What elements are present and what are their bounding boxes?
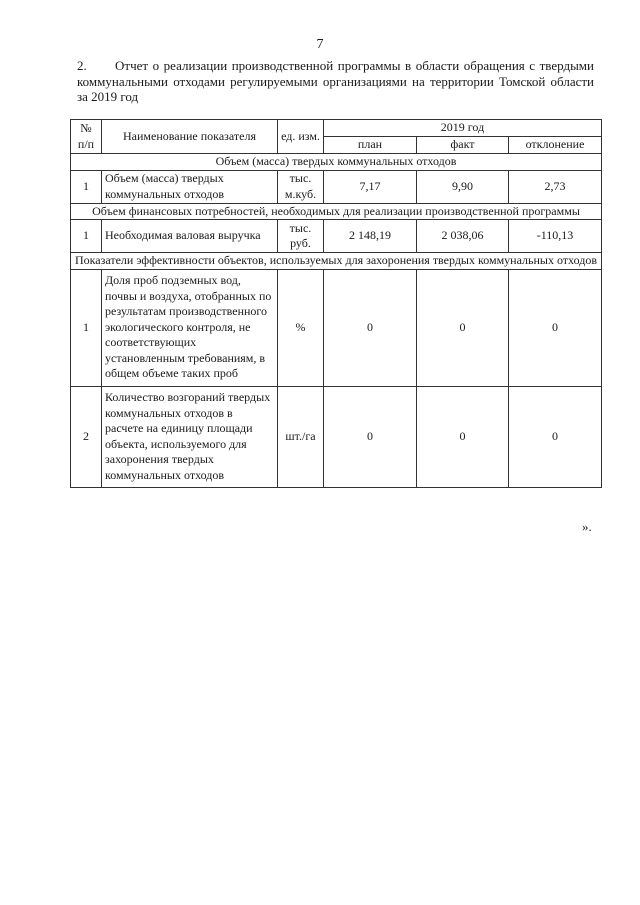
row-num: 2 (71, 386, 102, 487)
header-num: № п/п (71, 120, 102, 154)
header-year: 2019 год (324, 120, 602, 137)
row-num: 1 (71, 220, 102, 253)
row-num: 1 (71, 170, 102, 203)
row-fact: 9,90 (417, 170, 509, 203)
header-fact: факт (417, 137, 509, 154)
row-unit: % (278, 269, 324, 386)
row-plan: 7,17 (324, 170, 417, 203)
table-row (71, 220, 602, 253)
heading-item-number: 2. (77, 58, 87, 73)
row-fact: 0 (417, 269, 509, 386)
row-deviation: 2,73 (509, 170, 602, 203)
section-band (71, 253, 602, 270)
section-title: Объем финансовых потребностей, необходимых для реализации производственной программы (71, 203, 602, 220)
row-name: Объем (масса) твердых коммунальных отходов (102, 170, 278, 203)
row-num: 1 (71, 269, 102, 386)
row-fact: 2 038,06 (417, 220, 509, 253)
section-title: Объем (масса) твердых коммунальных отходов (71, 154, 602, 171)
row-deviation: -110,13 (509, 220, 602, 253)
row-name: Количество возгораний твердых коммунальных отходов в расчете на единицу площади объекта, используемого для захоронения твердых коммунальных отходов (102, 386, 278, 487)
table-row (71, 386, 602, 487)
header-deviation: отклонение (509, 137, 602, 154)
page-number: 7 (316, 37, 324, 52)
table-row (71, 170, 602, 203)
report-heading (77, 58, 594, 105)
row-name: Доля проб подземных вод, почвы и воздуха, отобранных по результатам производственного экологического контроля, не соответствующих установленным требованиям, в общем объеме таких проб (102, 269, 278, 386)
table-row (71, 269, 602, 386)
section-band (71, 203, 602, 220)
section-band (71, 154, 602, 171)
header-unit: ед. изм. (278, 120, 324, 154)
row-deviation: 0 (509, 386, 602, 487)
row-deviation: 0 (509, 269, 602, 386)
row-plan: 2 148,19 (324, 220, 417, 253)
row-unit: тыс. м.куб. (278, 170, 324, 203)
row-name: Необходимая валовая выручка (102, 220, 278, 253)
row-plan: 0 (324, 386, 417, 487)
section-title: Показатели эффективности объектов, используемых для захоронения твердых коммунальных отходов (71, 253, 602, 270)
report-table (70, 119, 602, 488)
row-unit: шт./га (278, 386, 324, 487)
table-header-row-1 (71, 120, 602, 137)
closing-quote-mark: ». (582, 519, 592, 534)
row-fact: 0 (417, 386, 509, 487)
header-plan: план (324, 137, 417, 154)
header-name: Наименование показателя (102, 120, 278, 154)
row-plan: 0 (324, 269, 417, 386)
heading-text: Отчет о реализации производственной программы в области обращения с твердыми коммунальными отходами регулируемыми организациями на территории Томской области за 2019 год (77, 58, 594, 104)
row-unit: тыс. руб. (278, 220, 324, 253)
